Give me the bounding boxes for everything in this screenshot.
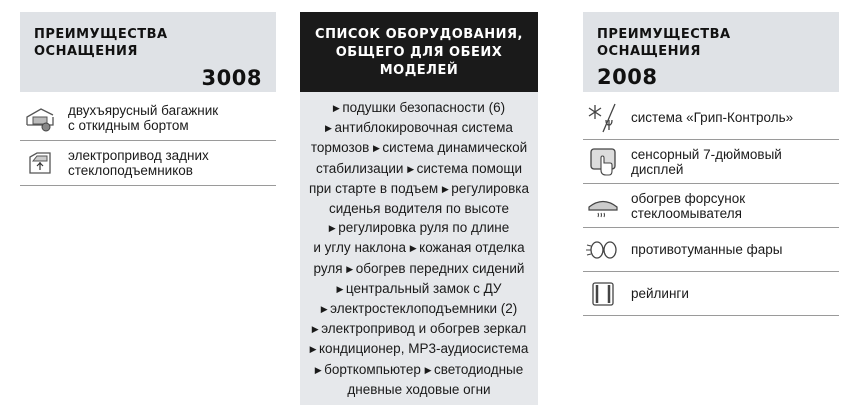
touchscreen-icon (583, 144, 623, 180)
fog-lights-icon (583, 232, 623, 268)
equipment-line (306, 138, 532, 158)
equipment-line (306, 319, 532, 339)
feature-text: двухъярусный багажник с откидным бортом (68, 103, 219, 133)
feature-text: система «Грип-Контроль» (631, 110, 794, 125)
bullet-arrow-icon: ▶ (325, 123, 335, 134)
equipment-line (306, 360, 532, 380)
right-panel-heading (583, 12, 839, 92)
feature-item (20, 141, 276, 186)
common-equipment-heading: СПИСОК ОБОРУДОВАНИЯ, ОБЩЕГО ДЛЯ ОБЕИХ МОДЕЛЕЙ (300, 12, 538, 92)
feature-item (583, 228, 839, 272)
bullet-arrow-icon: ▶ (424, 364, 435, 375)
feature-item (583, 140, 839, 184)
bullet-arrow-icon: ▶ (332, 103, 343, 113)
right-feature-list (583, 96, 839, 316)
bullet-arrow-icon: ▶ (328, 223, 339, 234)
feature-text: рейлинги (631, 286, 689, 301)
roof-rails-icon (583, 276, 623, 312)
feature-item (583, 96, 839, 140)
bullet-arrow-icon: ▶ (311, 324, 322, 335)
equipment-text: антиблокировочная система (334, 120, 513, 136)
bullet-arrow-icon: ▶ (373, 143, 383, 154)
equipment-text: тормозов (310, 140, 373, 156)
equipment-text: регулировка руля по длине (338, 220, 510, 236)
equipment-text: при старте в подъем (308, 180, 442, 196)
equipment-line (306, 380, 532, 399)
equipment-text: регулировка (451, 180, 530, 196)
bullet-arrow-icon: ▶ (320, 304, 331, 315)
equipment-text: центральный замок с ДУ (345, 280, 502, 296)
equipment-text: борткомпьютер (324, 361, 425, 377)
bullet-arrow-icon: ▶ (314, 364, 325, 375)
equipment-line (306, 199, 532, 218)
equipment-line (306, 339, 532, 359)
equipment-text: кондиционер, MP3-аудиосистема (319, 341, 529, 357)
equipment-line (306, 238, 532, 258)
feature-text: электропривод задних стеклоподъемников (68, 148, 209, 178)
equipment-text: сиденья водителя по высоте (328, 201, 509, 217)
left-feature-list (20, 96, 276, 186)
right-heading-model: 2008 (597, 65, 658, 89)
common-equipment-list (300, 92, 538, 399)
left-heading-label: ПРЕИМУЩЕСТВА ОСНАЩЕНИЯ (34, 27, 168, 59)
bullet-arrow-icon: ▶ (346, 263, 356, 274)
feature-item (583, 184, 839, 228)
equipment-line (306, 98, 532, 118)
equipment-line (306, 299, 532, 319)
equipment-line (306, 159, 532, 179)
equipment-line (306, 279, 532, 299)
equipment-line (306, 218, 532, 238)
car-trunk-icon (20, 100, 60, 136)
equipment-text: и углу наклона (313, 240, 410, 256)
equipment-text: электростеклоподъемники (2) (330, 301, 518, 317)
rear-window-icon (20, 145, 60, 181)
equipment-line (306, 179, 532, 199)
equipment-text: система помощи (416, 160, 523, 176)
equipment-text: кожаная отделка (419, 240, 525, 256)
feature-text: противотуманные фары (631, 242, 783, 257)
common-equipment-box (300, 12, 538, 405)
left-heading-model: 3008 (201, 66, 262, 90)
feature-text: обогрев форсунок стеклоомывателя (631, 190, 746, 221)
feature-item (583, 272, 839, 316)
washer-heating-icon (583, 188, 623, 224)
feature-text: сенсорный 7-дюймовый дисплей (631, 146, 782, 177)
equipment-text: руля (313, 260, 347, 276)
equipment-text: стабилизации (315, 160, 408, 176)
bullet-arrow-icon: ▶ (441, 183, 452, 194)
equipment-text: дневные ходовые огни (347, 381, 491, 397)
bullet-arrow-icon: ▶ (409, 243, 420, 254)
bullet-arrow-icon: ▶ (309, 344, 319, 355)
equipment-text: электропривод и обогрев зеркал (321, 321, 527, 337)
feature-item (20, 96, 276, 141)
equipment-text: система динамической (382, 140, 528, 156)
equipment-text: подушки безопасности (6) (342, 100, 506, 115)
bullet-arrow-icon: ▶ (407, 163, 417, 174)
bullet-arrow-icon: ▶ (336, 283, 346, 294)
equipment-line (306, 118, 532, 138)
left-panel-heading (20, 12, 276, 92)
right-heading-label: ПРЕИМУЩЕСТВА ОСНАЩЕНИЯ (597, 27, 731, 59)
grip-control-icon (583, 100, 623, 136)
equipment-line (306, 259, 532, 279)
equipment-text: обогрев передних сидений (355, 260, 525, 276)
equipment-text: светодиодные (434, 361, 524, 377)
